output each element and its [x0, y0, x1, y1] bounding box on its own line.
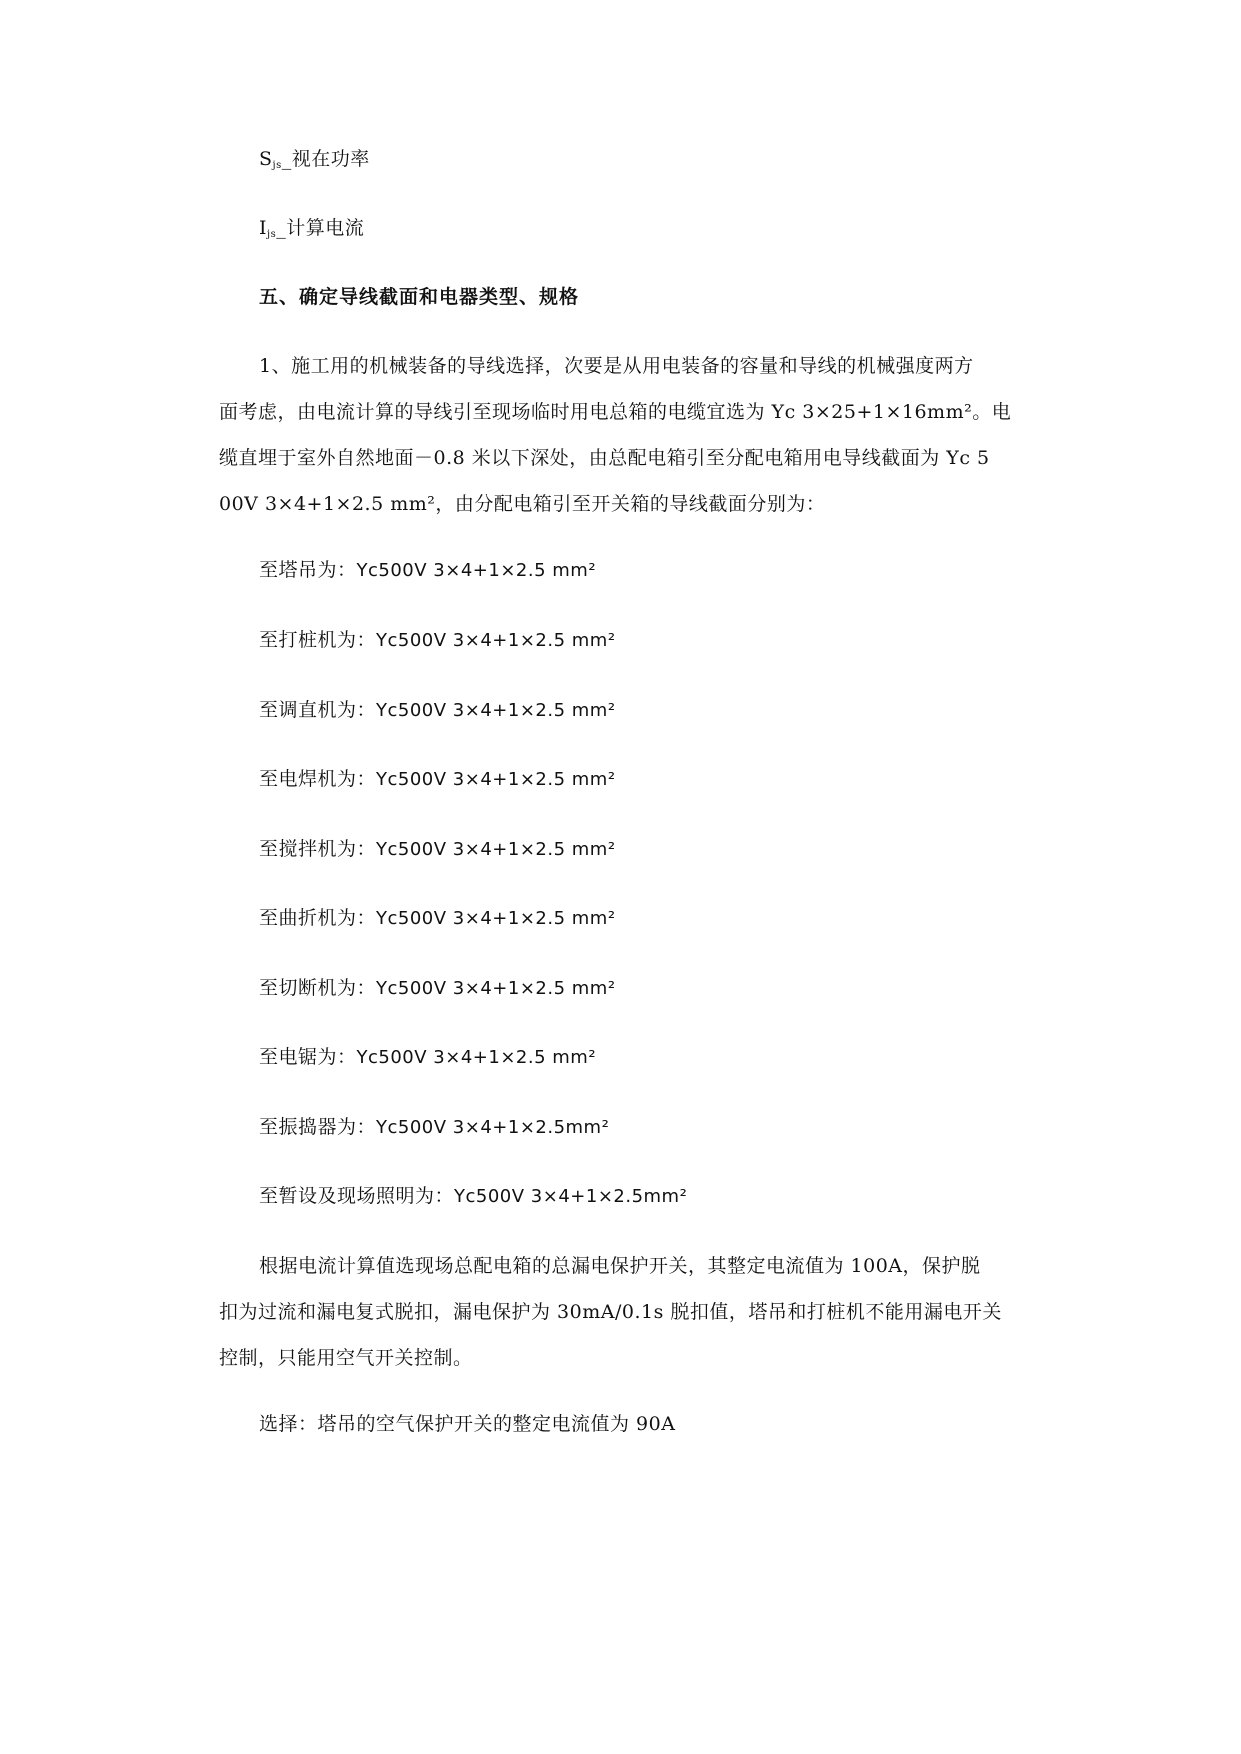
paragraph-line: 面考虑，由电流计算的导线引至现场临时用电总箱的电缆宜选为 Yc 3×25+1×16mm²。电	[219, 401, 1012, 423]
cable-destination: 至曲折机为：	[259, 907, 377, 929]
cable-destination: 至振捣器为：	[259, 1116, 377, 1138]
cable-list-item	[259, 975, 616, 1002]
cable-spec: Yc500V 3×4+1×2.5 mm²	[376, 630, 616, 651]
cable-destination: 至暂设及现场照明为：	[259, 1185, 455, 1207]
selection-line: 选择：塔吊的空气保护开关的整定电流值为 90A	[259, 1413, 676, 1435]
symbol-letter: S	[259, 148, 273, 170]
cable-list-item	[259, 1044, 596, 1071]
cable-spec: Yc500V 3×4+1×2.5 mm²	[376, 978, 616, 999]
cable-destination: 至电焊机为：	[259, 768, 377, 790]
symbol-text: _计算电流	[276, 217, 365, 239]
cable-list-item	[259, 836, 616, 863]
cable-list-item	[259, 766, 616, 793]
paragraph-line: 1、施工用的机械装备的导线选择，次要是从用电装备的容量和导线的机械强度两方	[259, 355, 974, 377]
symbol-text: _视在功率	[281, 148, 370, 170]
cable-destination: 至调直机为：	[259, 699, 377, 721]
cable-spec: Yc500V 3×4+1×2.5 mm²	[376, 839, 616, 860]
cable-list-item	[259, 627, 616, 654]
cable-spec: Yc500V 3×4+1×2.5 mm²	[356, 560, 597, 581]
symbol-subscript: js	[267, 229, 277, 240]
symbol-subscript: js	[272, 160, 282, 171]
cable-list-item	[259, 905, 616, 932]
cable-spec: Yc500V 3×4+1×2.5 mm²	[376, 700, 616, 721]
cable-spec: Yc500V 3×4+1×2.5 mm²	[356, 1047, 597, 1068]
symbol-letter: I	[259, 217, 268, 239]
paragraph-line: 控制，只能用空气开关控制。	[219, 1347, 473, 1369]
cable-destination: 至电锯为：	[259, 1046, 357, 1068]
cable-spec: Yc500V 3×4+1×2.5 mm²	[376, 769, 616, 790]
cable-destination: 至打桩机为：	[259, 629, 377, 651]
cable-spec: Yc500V 3×4+1×2.5 mm²	[376, 908, 616, 929]
symbol-definition-calculated-current	[259, 215, 364, 248]
paragraph-line: 00V 3×4+1×2.5 mm²，由分配电箱引至开关箱的导线截面分别为：	[219, 493, 826, 515]
cable-destination: 至塔吊为：	[259, 559, 357, 581]
section-heading: 五、确定导线截面和电器类型、规格	[259, 286, 580, 308]
cable-destination: 至切断机为：	[259, 977, 377, 999]
paragraph-line: 缆直埋于室外自然地面－0.8 米以下深处，由总配电箱引至分配电箱用电导线截面为 Yc 5	[219, 447, 990, 469]
cable-list-item	[259, 1114, 609, 1141]
symbol-definition-apparent-power	[259, 146, 370, 179]
cable-list-item	[259, 697, 616, 724]
paragraph-line: 扣为过流和漏电复式脱扣，漏电保护为 30mA/0.1s 脱扣值，塔吊和打桩机不能用漏电开关	[219, 1301, 1002, 1323]
paragraph-line: 根据电流计算值选现场总配电箱的总漏电保护开关，其整定电流值为 100A，保护脱	[259, 1255, 981, 1277]
cable-spec: Yc500V 3×4+1×2.5mm²	[454, 1186, 688, 1207]
cable-destination: 至搅拌机为：	[259, 838, 377, 860]
cable-list-item	[259, 1183, 687, 1210]
cable-spec: Yc500V 3×4+1×2.5mm²	[376, 1117, 610, 1138]
cable-list-item	[259, 557, 596, 584]
